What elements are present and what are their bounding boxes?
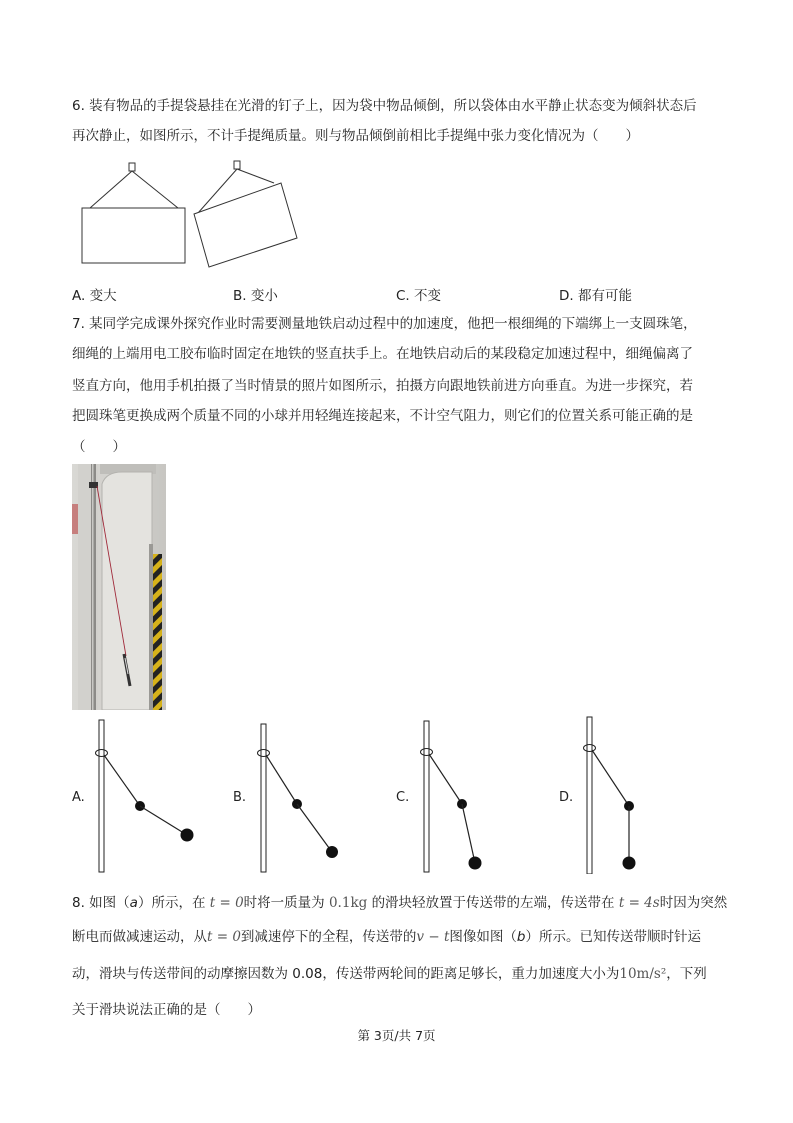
option-c-figure [415,718,515,878]
q7-option-c-label: C. [396,790,410,805]
q7-line-4: 把圆珠笔更换成两个质量不同的小球并用轻绳连接起来，不计空气阻力，则它们的位置关系可能正确的是 [72,408,693,424]
option-b-figure [252,718,352,878]
q8-math-t0: t = 0 [209,895,244,911]
q8-line-3 [72,964,707,984]
q7-option-d-label: D. [559,790,574,805]
q8-l3-text-1: 动，滑块与传送带间的动摩擦因数为 0.08，传送带两轮间的距离足够长，重力加速度大小为 [72,966,620,982]
tilted-bag [194,161,297,267]
q7-option-a-label: A. [72,790,85,805]
q8-l1-italic-a: a [129,895,138,911]
q8-l2-italic-b: b [516,929,526,945]
q8-math-mass: 0.1kg [328,895,368,911]
q6-choice-d: D. 都有可能 [559,288,632,304]
q8-math-t4: t = 4s [618,895,660,911]
q7-line-3: 竖直方向，他用手机拍摄了当时情景的照片如图所示，拍摄方向跟地铁前进方向垂直。为进一步探究，若 [72,378,693,394]
level-bag [82,163,185,263]
q8-l1-text-1: 8. 如图（ [72,895,130,911]
q8-l1-text-3: 时将一质量为 [243,895,325,911]
q8-line-4: 关于滑块说法正确的是（ ） [72,1002,261,1018]
q6-choice-c: C. 不变 [396,288,442,304]
q8-line-1 [72,893,727,913]
q7-line-1: 7. 某同学完成课外探究作业时需要测量地铁启动过程中的加速度，他把一根细绳的下端绑上一支圆珠笔， [72,316,697,332]
q6-line-2: 再次静止，如图所示，不计手提绳质量。则与物品倾倒前相比手提绳中张力变化情况为（ ） [72,128,639,144]
q7-option-b-label: B. [233,790,247,805]
bag-figure [78,158,328,278]
q8-l1-text-2: ）所示，在 [137,895,206,911]
q8-math-vt: v − t [416,929,450,945]
q8-l1-text-4: 的滑块轻放置于传送带的左端，传送带在 [371,895,615,911]
q7-line-5: （ ） [72,439,126,455]
q8-l1-text-5: 时因为突然 [659,895,728,911]
option-d-figure [578,714,678,874]
q7-line-2: 细绳的上端用电工胶布临时固定在地铁的竖直扶手上。在地铁启动后的某段稳定加速过程中，细绳偏离了 [72,346,693,362]
q8-l2-text-2: 到减速停下的全程，传送带的 [240,929,417,945]
q6-choice-b: B. 变小 [233,288,278,304]
q8-l2-text-4: ）所示。已知传送带顺时针运 [525,929,701,945]
q8-l3-text-2: ，下列 [666,966,707,982]
page-footer: 第 3页/共 7页 [357,1028,436,1043]
q6-line-1: 6. 装有物品的手提袋悬挂在光滑的钉子上，因为袋中物品倾倒，所以袋体由水平静止状态变为倾斜状态后 [72,98,697,114]
q8-line-2 [72,927,701,947]
subway-photo [72,464,166,710]
q8-math-t0-b: t = 0 [207,929,241,945]
option-a-figure [90,718,200,878]
q8-l2-text-1: 断电而做减速运动，从 [72,929,207,945]
q8-l2-text-3: 图像如图（ [449,929,517,945]
q8-math-g: 10m/s² [619,966,667,982]
q6-choice-a: A. 变大 [72,288,117,304]
